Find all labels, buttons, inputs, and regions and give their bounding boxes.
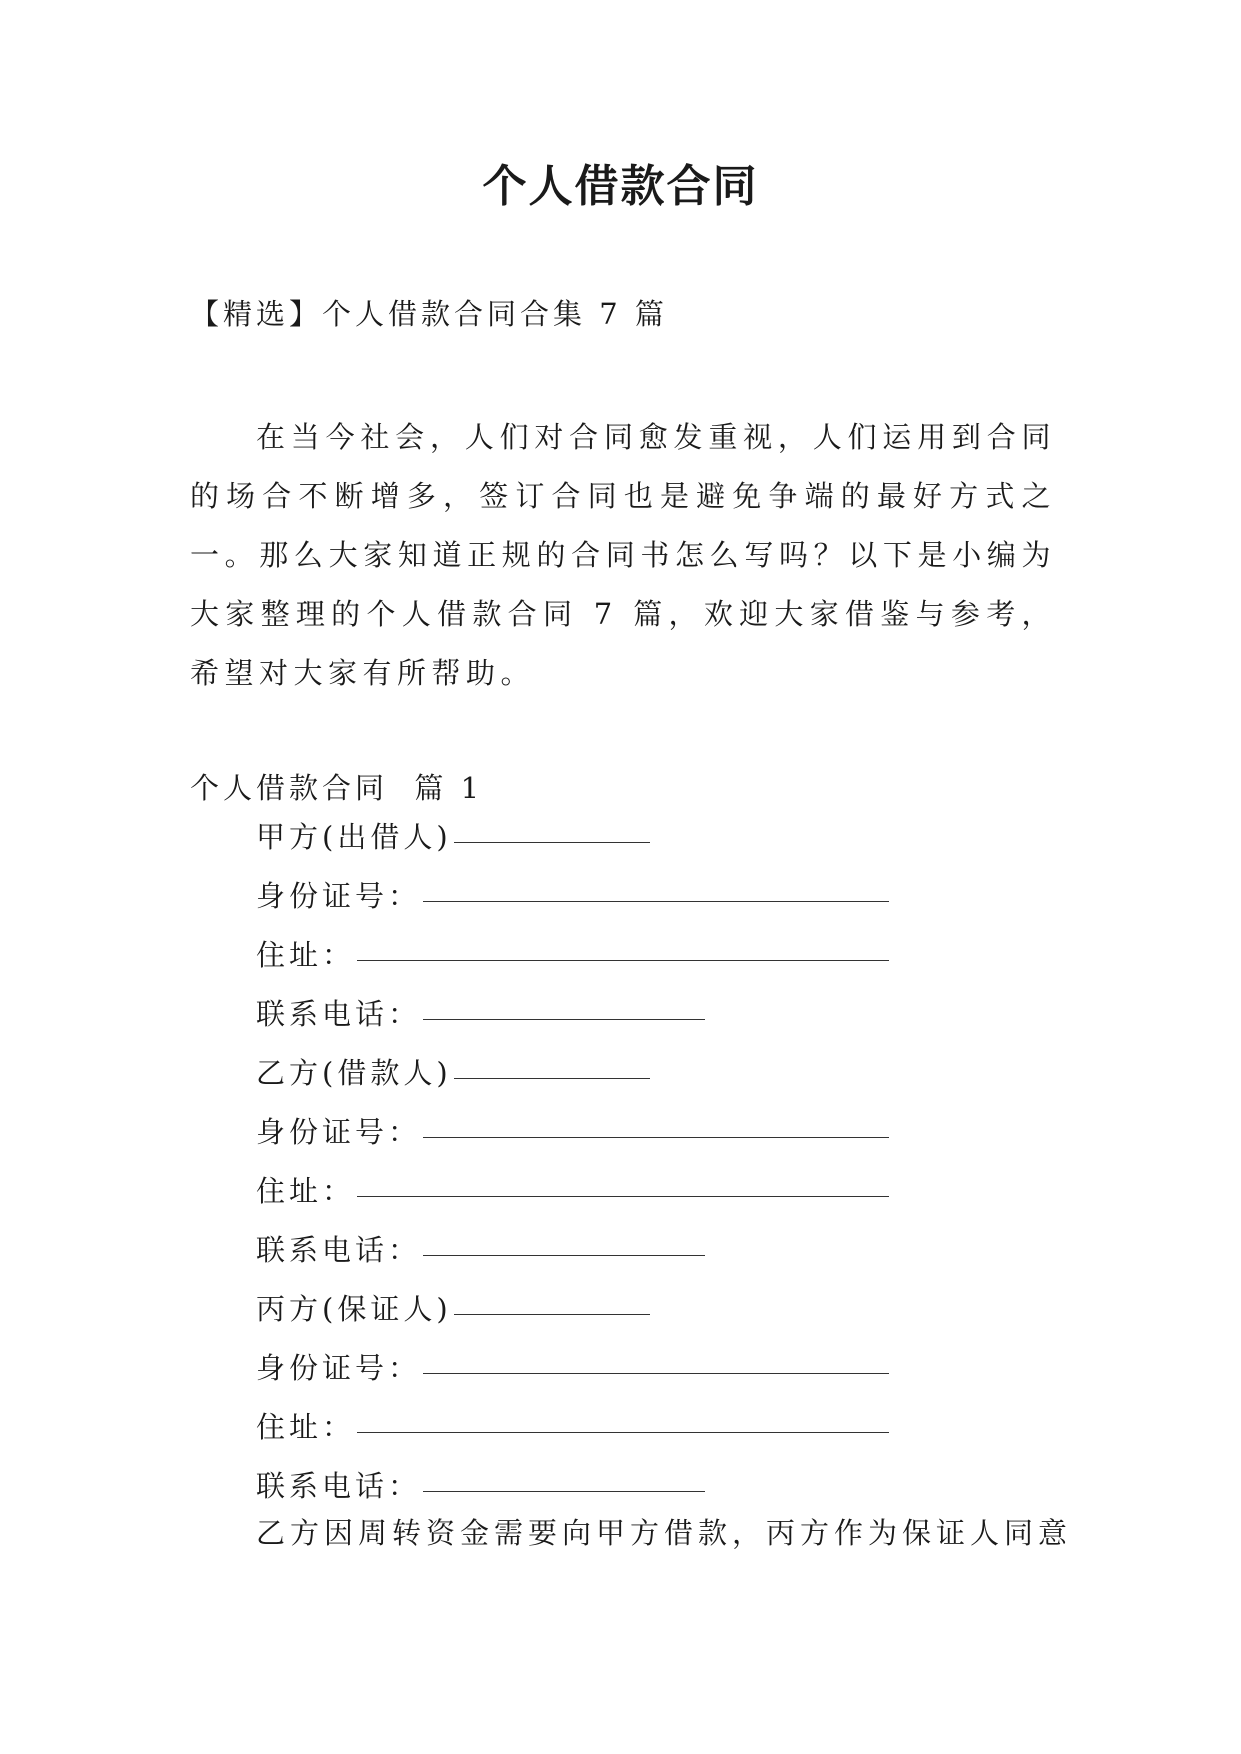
field-label: 身份证号： [256,1351,422,1385]
field-label: 身份证号： [256,879,422,913]
borrower-id-field [256,1103,1056,1162]
lender-id-field [256,867,1056,926]
borrower-address-field [256,1162,1056,1221]
guarantor-name-field [256,1280,1056,1339]
blank-line [423,1136,889,1138]
field-label: 甲方(出借人) [256,820,452,854]
blank-line [423,1490,705,1492]
field-label: 住址： [256,938,356,972]
guarantor-id-field [256,1339,1056,1398]
blank-line [357,1431,889,1433]
blank-line [454,1077,650,1079]
document-title: 个人借款合同 [482,161,759,212]
field-label: 联系电话： [256,997,422,1031]
blank-line [454,1313,650,1315]
blank-line [423,1372,889,1374]
section-heading: 个人借款合同 篇 1 [190,771,484,805]
borrower-phone-field [256,1221,1056,1280]
lender-address-field [256,926,1056,985]
field-label: 联系电话： [256,1233,422,1267]
field-label: 丙方(保证人) [256,1292,452,1326]
document-subtitle: 【精选】个人借款合同合集 7 篇 [190,297,668,331]
blank-line [454,841,650,843]
field-label: 住址： [256,1174,356,1208]
blank-line [357,1195,889,1197]
lender-name-field [256,808,1056,867]
guarantor-phone-field [256,1457,1056,1516]
intro-paragraph: 在当今社会，人们对合同愈发重视，人们运用到合同的场合不断增多，签订合同也是避免争端的最好方式之一。那么大家知道正规的合同书怎么写吗？以下是小编为大家整理的个人借款合同 7 篇，欢迎大家借鉴与参考，希望对大家有所帮助。 [190,420,1056,690]
party-fields-list [256,808,1056,1516]
blank-line [423,900,889,902]
field-label: 乙方(借款人) [256,1056,452,1090]
field-label: 身份证号： [256,1115,422,1149]
field-label: 住址： [256,1410,356,1444]
blank-line [423,1254,705,1256]
closing-line: 乙方因周转资金需要向甲方借款，丙方作为保证人同意 [256,1516,1073,1550]
field-label: 联系电话： [256,1469,422,1503]
blank-line [423,1018,705,1020]
blank-line [357,959,889,961]
lender-phone-field [256,985,1056,1044]
guarantor-address-field [256,1398,1056,1457]
borrower-name-field [256,1044,1056,1103]
